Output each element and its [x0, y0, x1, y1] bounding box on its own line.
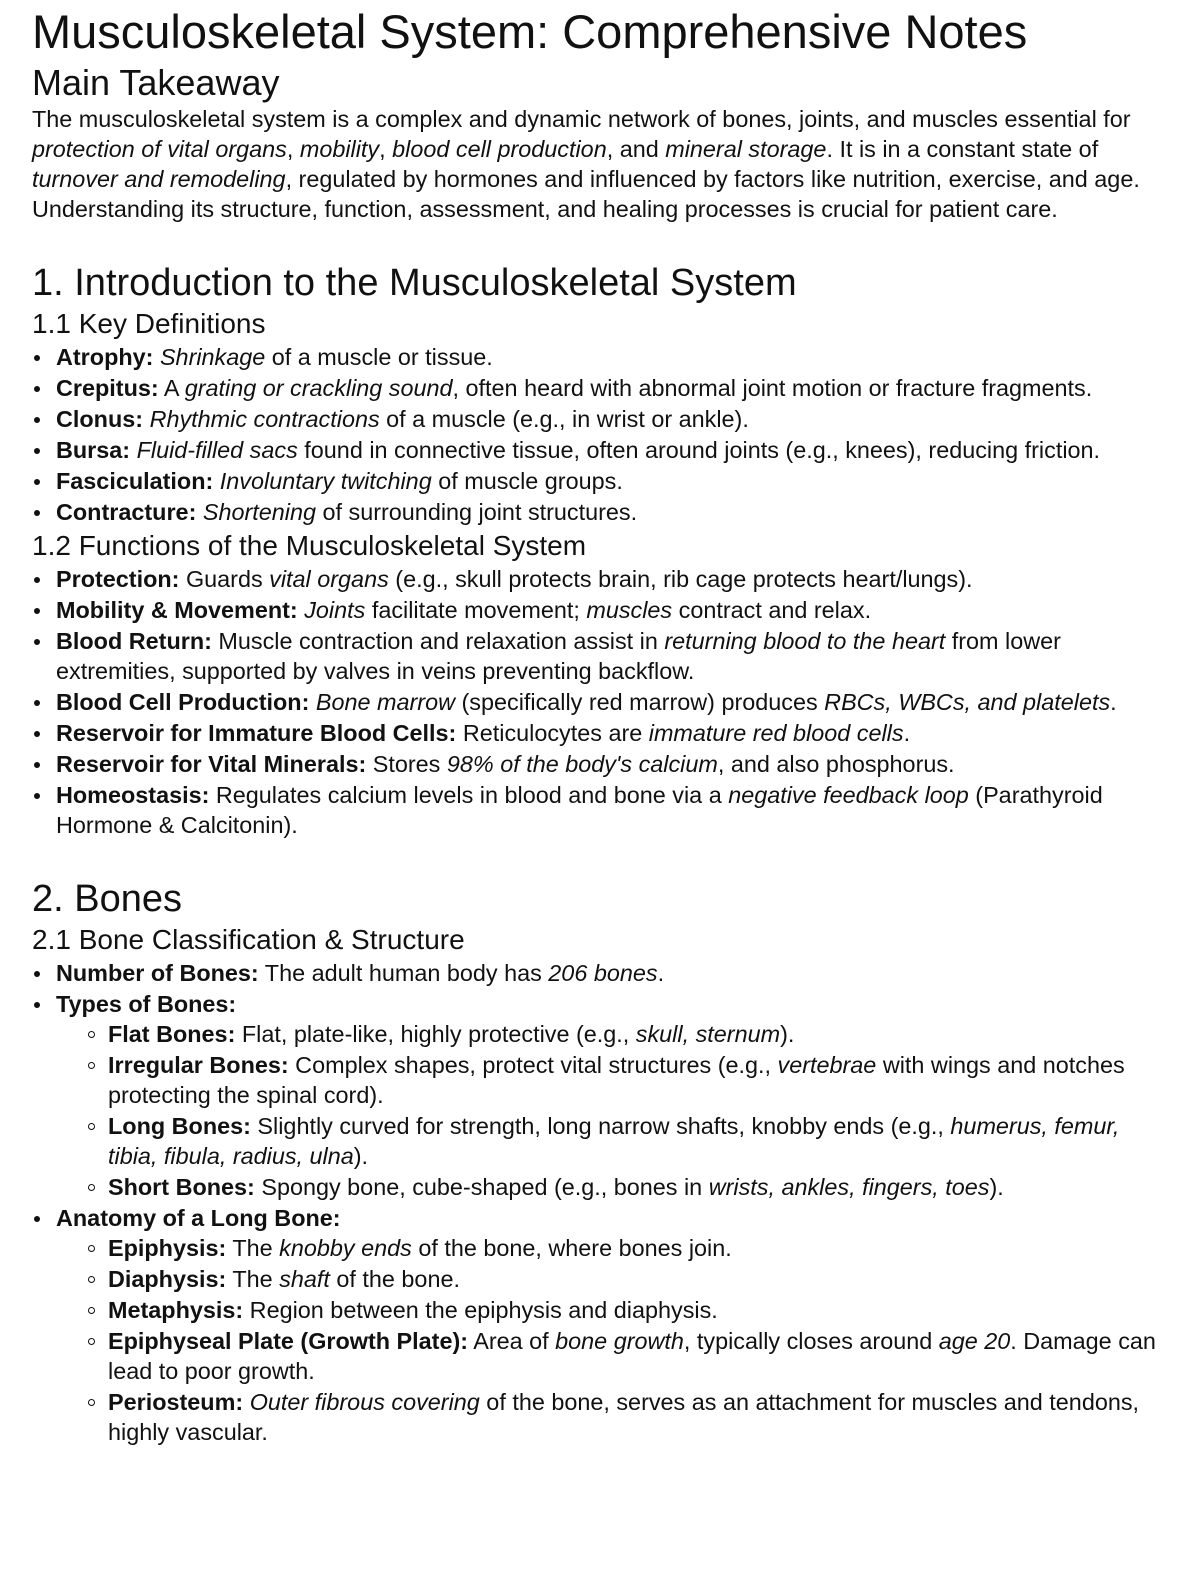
text: Area of: [468, 1328, 556, 1354]
term: Metaphysis:: [108, 1297, 244, 1323]
term: Blood Return:: [56, 628, 212, 654]
text: The musculoskeletal system is a complex and dynamic network of bones, joints, and muscles essential for: [32, 106, 1131, 132]
text: Guards: [179, 566, 270, 592]
text: (e.g., skull protects brain, rib cage protects heart/lungs).: [388, 566, 973, 592]
term: Fasciculation:: [56, 468, 214, 494]
list-item: [108, 1111, 1170, 1171]
emphasis: immature red blood cells: [648, 720, 904, 746]
list-item: [56, 687, 1170, 717]
text: contract and relax.: [672, 597, 872, 623]
text: .: [903, 720, 911, 746]
list-item: [108, 1295, 1170, 1325]
emphasis: knobby ends: [279, 1235, 412, 1261]
text: , and: [606, 136, 666, 162]
bones-list: [32, 958, 1170, 1447]
takeaway-paragraph: [32, 104, 1170, 224]
long-bone-anatomy-list: [56, 1233, 1170, 1447]
term: Reservoir for Vital Minerals:: [56, 751, 367, 777]
text: , typically closes around: [683, 1328, 939, 1354]
emphasis: Bone marrow: [315, 689, 455, 715]
bone-types-list: [56, 1019, 1170, 1202]
text: found in connective tissue, often around joints (e.g., knees), reducing friction.: [297, 437, 1101, 463]
term: Crepitus:: [56, 375, 159, 401]
list-item: [108, 1233, 1170, 1263]
list-item: [56, 626, 1170, 686]
list-item: [56, 718, 1170, 748]
text: .: [1110, 689, 1117, 715]
text: , regulated by hormones and influenced by factors like nutrition, exercise, and age. Understanding its structure, function, assessment, and healing processes is crucial for patient care.: [32, 166, 1140, 222]
subsection-heading: 1.1 Key Definitions: [32, 308, 266, 339]
document-title: Musculoskeletal System: Comprehensive Notes: [32, 5, 1028, 58]
text: . Damage can lead to poor growth.: [108, 1328, 1156, 1384]
emphasis: negative feedback loop: [728, 782, 969, 808]
text: ).: [353, 1143, 369, 1169]
emphasis: 98% of the body's calcium: [446, 751, 718, 777]
list-item: [56, 780, 1170, 840]
text: , often heard with abnormal joint motion or fracture fragments.: [452, 375, 1093, 401]
term: Contracture:: [56, 499, 197, 525]
text: ,: [379, 136, 393, 162]
term: Protection:: [56, 566, 180, 592]
list-item: [56, 749, 1170, 779]
list-item: [108, 1050, 1170, 1110]
term: Irregular Bones:: [108, 1052, 289, 1078]
text: ).: [989, 1174, 1004, 1200]
term: Blood Cell Production:: [56, 689, 310, 715]
emphasis: Joints: [304, 597, 366, 623]
emphasis: humerus, femur, tibia, fibula, radius, ulna: [108, 1113, 1120, 1169]
definitions-list: [32, 342, 1170, 527]
text: facilitate movement;: [365, 597, 587, 623]
list-item: [56, 497, 1170, 527]
emphasis: mineral storage: [665, 136, 827, 162]
emphasis: muscles: [586, 597, 673, 623]
list-item: [56, 564, 1170, 594]
list-item: [108, 1387, 1170, 1447]
term: Bursa:: [56, 437, 131, 463]
text: of a muscle (e.g., in wrist or ankle).: [379, 406, 749, 432]
term: Homeostasis:: [56, 782, 210, 808]
list-item: [56, 404, 1170, 434]
text: (specifically red marrow) produces: [455, 689, 825, 715]
term: Number of Bones:: [56, 960, 259, 986]
text: The adult human body has: [258, 960, 549, 986]
term: Reservoir for Immature Blood Cells:: [56, 720, 457, 746]
emphasis: Involuntary twitching: [219, 468, 432, 494]
emphasis: wrists, ankles, fingers, toes: [708, 1174, 990, 1200]
text: of muscle groups.: [431, 468, 623, 494]
emphasis: age 20: [938, 1328, 1011, 1354]
subsection-heading: 1.2 Functions of the Musculoskeletal System: [32, 530, 587, 561]
term: Epiphysis:: [108, 1235, 227, 1261]
emphasis: blood cell production: [392, 136, 607, 162]
emphasis: shaft: [279, 1266, 330, 1292]
text: . It is in a constant state of: [826, 136, 1099, 162]
text: A: [158, 375, 185, 401]
text: Slightly curved for strength, long narrow shafts, knobby ends (e.g.,: [250, 1113, 951, 1139]
emphasis: vertebrae: [777, 1052, 877, 1078]
text: of surrounding joint structures.: [316, 499, 638, 525]
term: Clonus:: [56, 406, 144, 432]
text: The: [226, 1235, 280, 1261]
term: Short Bones:: [108, 1174, 255, 1200]
functions-list: [32, 564, 1170, 840]
emphasis: Fluid-filled sacs: [136, 437, 298, 463]
text: of the bone, where bones join.: [411, 1235, 732, 1261]
emphasis: protection of vital organs: [32, 136, 287, 162]
list-item: [56, 373, 1170, 403]
text: Region between the epiphysis and diaphysis.: [243, 1297, 718, 1323]
section-heading: 1. Introduction to the Musculoskeletal System: [32, 262, 797, 304]
list-item: [56, 989, 1170, 1202]
term: Mobility & Movement:: [56, 597, 298, 623]
text: Flat, plate-like, highly protective (e.g.,: [235, 1021, 636, 1047]
section-heading: 2. Bones: [32, 878, 182, 920]
list-item: [56, 958, 1170, 988]
list-item: [56, 1203, 1170, 1447]
text: ).: [780, 1021, 795, 1047]
list-item: [56, 466, 1170, 496]
emphasis: 206 bones: [548, 960, 658, 986]
text: Complex shapes, protect vital structures (e.g.,: [288, 1052, 778, 1078]
term: Long Bones:: [108, 1113, 251, 1139]
text: of the bone, serves as an attachment for muscles and tendons, highly vascular.: [108, 1389, 1140, 1445]
emphasis: mobility: [299, 136, 380, 162]
list-item: [56, 342, 1170, 372]
emphasis: bone growth: [555, 1328, 684, 1354]
term: Diaphysis:: [108, 1266, 227, 1292]
emphasis: Outer fibrous covering: [249, 1389, 480, 1415]
emphasis: Shrinkage: [159, 344, 266, 370]
list-item: [108, 1326, 1170, 1386]
text: of a muscle or tissue.: [265, 344, 493, 370]
text: from lower extremities, supported by valves in veins preventing backflow.: [56, 628, 1061, 684]
emphasis: RBCs, WBCs, and platelets: [824, 689, 1111, 715]
text: ,: [286, 136, 300, 162]
emphasis: grating or crackling sound: [184, 375, 453, 401]
text: of the bone.: [329, 1266, 460, 1292]
subsection-heading: 2.1 Bone Classification & Structure: [32, 924, 465, 955]
text: Regulates calcium levels in blood and bone via a: [209, 782, 729, 808]
text: (Parathyroid Hormone & Calcitonin).: [56, 782, 1103, 838]
term: Periosteum:: [108, 1389, 244, 1415]
text: .: [657, 960, 665, 986]
emphasis: Shortening: [202, 499, 316, 525]
text: with wings and notches protecting the spinal cord).: [108, 1052, 1125, 1108]
list-item: [56, 595, 1170, 625]
text: Reticulocytes are: [456, 720, 649, 746]
list-item: [108, 1019, 1170, 1049]
emphasis: vital organs: [269, 566, 389, 592]
list-item: [56, 435, 1170, 465]
emphasis: turnover and remodeling: [32, 166, 286, 192]
text: Muscle contraction and relaxation assist in: [211, 628, 665, 654]
list-item: [108, 1264, 1170, 1294]
text: The: [226, 1266, 280, 1292]
term: Epiphyseal Plate (Growth Plate):: [108, 1328, 469, 1354]
term: Flat Bones:: [108, 1021, 236, 1047]
takeaway-heading: Main Takeaway: [32, 62, 280, 103]
emphasis: returning blood to the heart: [664, 628, 946, 654]
text: Stores: [366, 751, 447, 777]
emphasis: skull, sternum: [635, 1021, 781, 1047]
list-item: [108, 1172, 1170, 1202]
term: Anatomy of a Long Bone:: [56, 1205, 341, 1231]
term: Atrophy:: [56, 344, 154, 370]
term: Types of Bones:: [56, 991, 237, 1017]
text: , and also phosphorus.: [717, 751, 955, 777]
text: Spongy bone, cube-shaped (e.g., bones in: [254, 1174, 709, 1200]
emphasis: Rhythmic contractions: [149, 406, 380, 432]
